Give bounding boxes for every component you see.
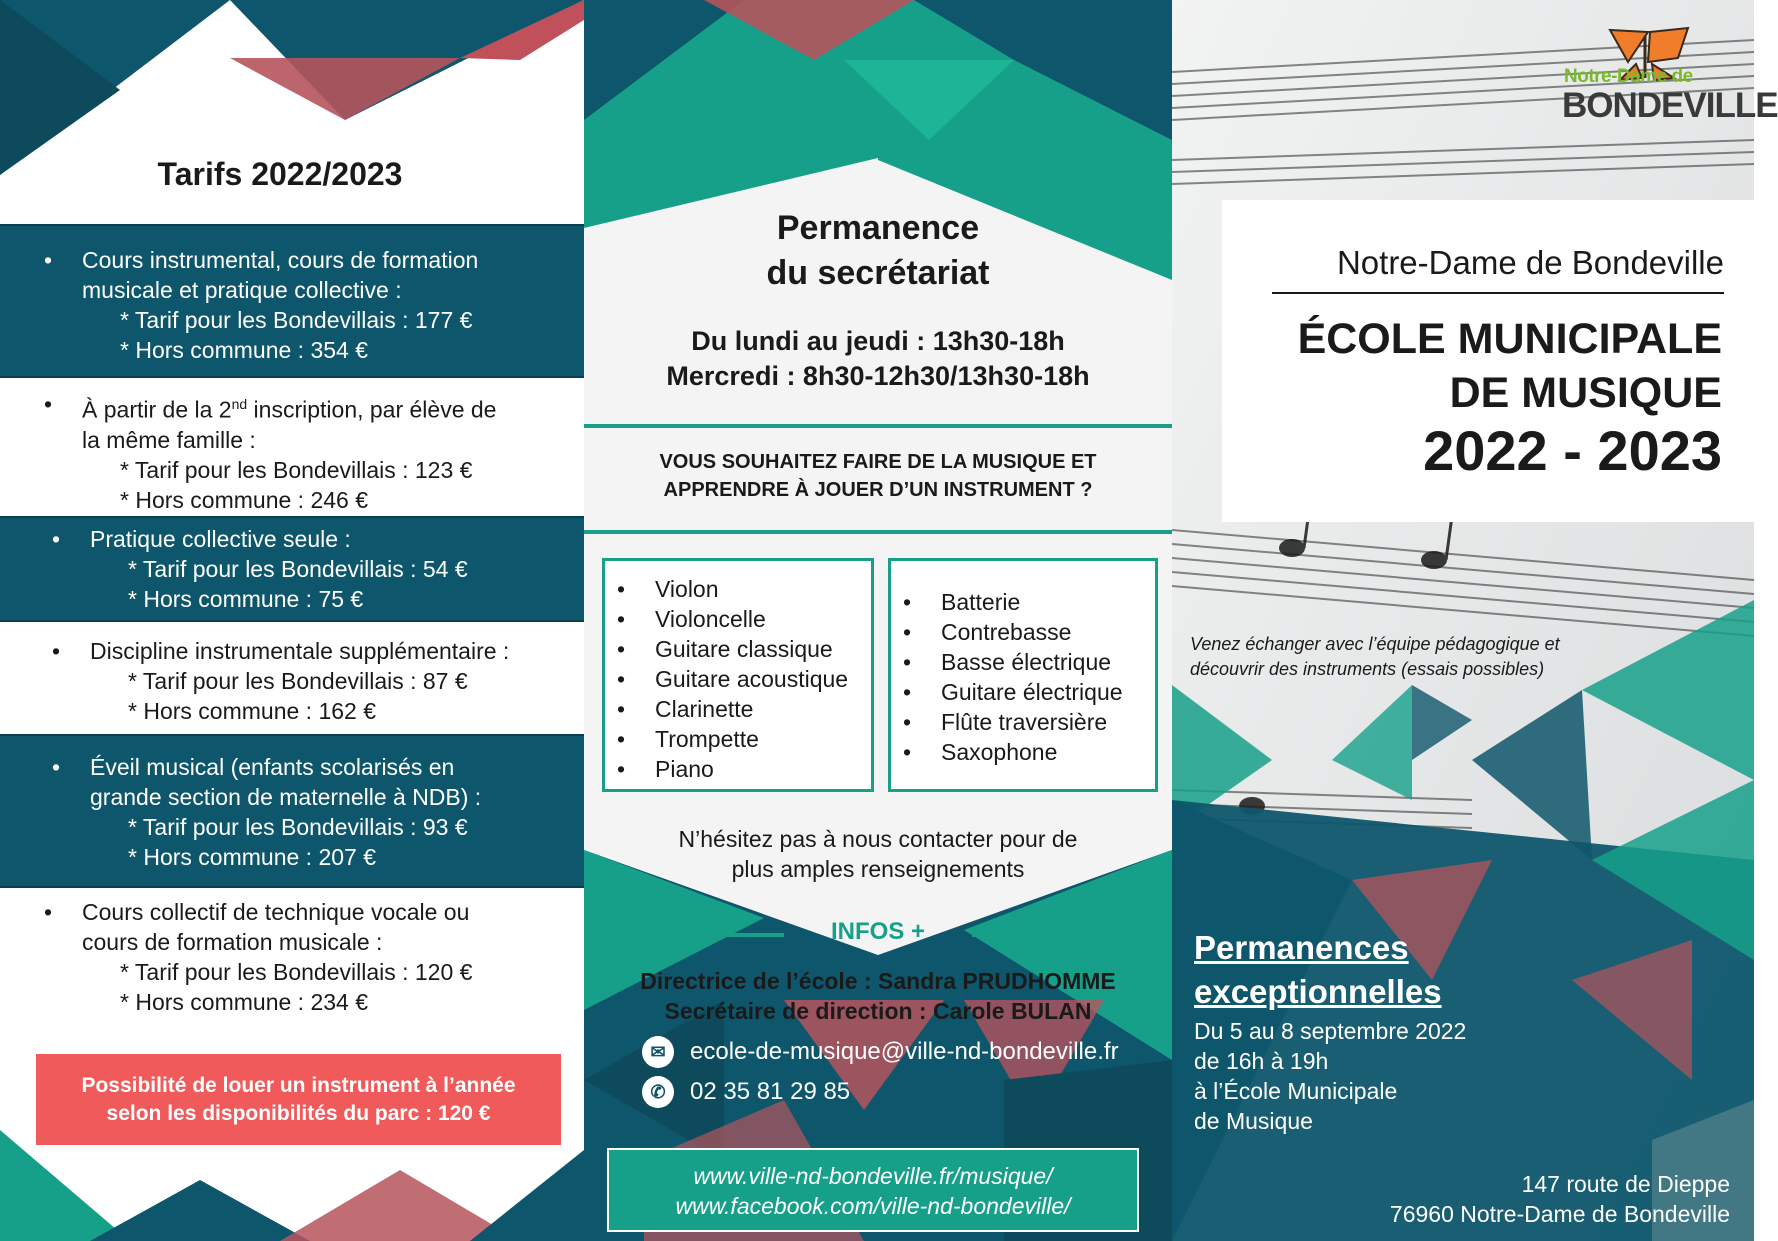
secretariat-title-line: Permanence <box>776 209 980 247</box>
tarif-outside: * Hors commune : 234 € <box>120 989 369 1015</box>
instrument-item: • Violoncelle <box>605 604 871 634</box>
tarif-resident: * Tarif pour les Bondevillais : 87 € <box>128 668 468 694</box>
town-logo <box>1550 22 1778 125</box>
email-link[interactable]: ecole-de-musique@ville-nd-bondeville.fr <box>690 1038 1119 1065</box>
contact-line-text: plus amples renseignements <box>731 856 1025 882</box>
tarif-outside: * Hors commune : 246 € <box>120 486 369 513</box>
cover-panel <box>1172 0 1778 1241</box>
envelope-icon: ✉ <box>642 1036 674 1068</box>
tarif-outside: * Hors commune : 354 € <box>120 337 369 363</box>
tarif-item <box>44 897 473 1017</box>
school-name-line: ÉCOLE MUNICIPALE <box>1297 315 1722 363</box>
instrument-item: • Guitare acoustique <box>605 664 871 694</box>
tarif-item-label: Cours collectif de technique vocale ou <box>82 899 470 925</box>
tarif-item <box>52 524 468 614</box>
tarif-resident: * Tarif pour les Bondevillais : 177 € <box>120 307 473 333</box>
question-heading <box>584 448 1172 504</box>
tarif-outside: * Hors commune : 207 € <box>128 844 377 870</box>
secretary-line: Secrétaire de direction : Carole BULAN <box>664 998 1092 1024</box>
school-name <box>1298 312 1722 420</box>
instrument-list-right <box>888 558 1158 792</box>
exceptional-line: à l’École Municipale <box>1194 1078 1398 1104</box>
tarifs-panel <box>0 0 584 1241</box>
facebook-link[interactable]: www.facebook.com/ville-nd-bondeville/ <box>675 1193 1071 1219</box>
bullet: • <box>52 638 61 664</box>
instrument-item: • Guitare classique <box>605 634 871 664</box>
contact-line-text: N’hésitez pas à nous contacter pour de <box>678 826 1078 852</box>
tarif-item-label: cours de formation musicale : <box>82 929 383 955</box>
tarif-item-label: musicale et pratique collective : <box>82 277 402 303</box>
instrument-item: • Violon <box>605 574 871 604</box>
bullet: • <box>44 391 53 417</box>
question-line: APPRENDRE À JOUER D’UN INSTRUMENT ? <box>663 479 1093 501</box>
rental-line: Possibilité de louer un instrument à l’année <box>81 1074 516 1097</box>
instrument-item: • Clarinette <box>605 694 871 724</box>
tarif-resident: * Tarif pour les Bondevillais : 120 € <box>120 959 473 985</box>
exceptional-line: de Musique <box>1194 1108 1313 1134</box>
tarif-outside: * Hors commune : 162 € <box>128 698 377 724</box>
rental-line: selon les disponibilités du parc : 120 € <box>106 1102 491 1125</box>
infos-label: INFOS + <box>830 918 926 945</box>
tarif-item-label: À partir de la 2nd inscription, par élève de <box>82 396 497 423</box>
divider <box>584 424 1172 428</box>
exceptional-title-line: exceptionnelles <box>1194 973 1442 1010</box>
secretariat-title <box>584 206 1172 296</box>
instrument-item: • Saxophone <box>891 737 1155 767</box>
secretariat-panel <box>584 0 1172 1241</box>
rental-notice <box>36 1054 561 1145</box>
exceptional-title-line: Permanences <box>1194 929 1409 966</box>
tarif-item <box>52 636 510 726</box>
phone-number[interactable]: 02 35 81 29 85 <box>690 1078 851 1105</box>
hours-line: Du lundi au jeudi : 13h30-18h <box>691 326 1065 356</box>
logo-text-top: Notre-Dame de <box>1564 66 1693 87</box>
websites-box <box>607 1148 1139 1232</box>
address <box>1390 1169 1730 1229</box>
invite-line: Venez échanger avec l’équipe pédagogique et <box>1190 634 1560 654</box>
instrument-item: • Piano <box>605 754 871 784</box>
contact-invitation <box>584 824 1172 884</box>
website-link[interactable]: www.ville-nd-bondeville.fr/musique/ <box>693 1163 1053 1189</box>
bullet: • <box>44 899 53 925</box>
address-line: 147 route de Dieppe <box>1521 1171 1730 1197</box>
phone-row <box>642 1076 850 1108</box>
invite-line: découvrir des instruments (essais possibles) <box>1190 659 1545 679</box>
tarif-item <box>52 752 482 872</box>
bullet: • <box>52 754 61 780</box>
bullet: • <box>52 526 61 552</box>
tarif-resident: * Tarif pour les Bondevillais : 93 € <box>128 814 468 840</box>
instrument-item: • Trompette <box>605 724 871 754</box>
tarif-resident: * Tarif pour les Bondevillais : 123 € <box>120 456 473 483</box>
exceptional-hours-title <box>1194 926 1442 1014</box>
divider <box>584 530 1172 534</box>
logo-text-bottom: BONDEVILLE <box>1562 86 1778 125</box>
tarif-item-label: Cours instrumental, cours de formation <box>82 247 479 273</box>
email-row <box>642 1036 1119 1068</box>
exceptional-line: de 16h à 19h <box>1194 1048 1329 1074</box>
tarif-item <box>44 389 497 515</box>
staff-info <box>584 966 1172 1026</box>
secretariat-title-line: du secrétariat <box>766 254 990 292</box>
address-line: 76960 Notre-Dame de Bondeville <box>1389 1201 1730 1227</box>
tarif-outside: * Hors commune : 75 € <box>128 586 364 612</box>
instrument-item: • Basse électrique <box>891 647 1155 677</box>
school-year: 2022 - 2023 <box>1423 419 1722 482</box>
infos-header <box>584 918 1172 952</box>
divider <box>1272 292 1724 294</box>
tarif-item <box>44 245 479 365</box>
tarifs-title: Tarifs 2022/2023 <box>157 156 403 192</box>
tarif-item-label: grande section de maternelle à NDB) : <box>90 784 482 810</box>
tarif-item-label: Discipline instrumentale supplémentaire : <box>90 638 510 664</box>
town-name: Notre-Dame de Bondeville <box>1336 244 1724 281</box>
school-name-line: DE MUSIQUE <box>1449 369 1722 417</box>
bullet: • <box>44 247 53 273</box>
instrument-list-left <box>602 558 874 792</box>
exceptional-hours-details <box>1194 1016 1466 1136</box>
question-line: VOUS SOUHAITEZ FAIRE DE LA MUSIQUE ET <box>659 451 1097 473</box>
instrument-item: • Flûte traversière <box>891 707 1155 737</box>
instrument-item: • Contrebasse <box>891 617 1155 647</box>
invite-text <box>1190 632 1650 682</box>
instrument-item: • Guitare électrique <box>891 677 1155 707</box>
tarif-item-label: Pratique collective seule : <box>90 526 351 552</box>
director-line: Directrice de l’école : Sandra PRUDHOMME <box>640 968 1116 994</box>
tarif-resident: * Tarif pour les Bondevillais : 54 € <box>128 556 468 582</box>
hours-line: Mercredi : 8h30-12h30/13h30-18h <box>666 361 1090 391</box>
title-card <box>1222 200 1754 522</box>
opening-hours <box>584 324 1172 394</box>
tarif-item-label: Éveil musical (enfants scolarisés en <box>90 754 455 780</box>
exceptional-line: Du 5 au 8 septembre 2022 <box>1194 1018 1467 1044</box>
instrument-item: • Batterie <box>891 587 1155 617</box>
phone-icon: ✆ <box>642 1076 674 1108</box>
tarif-item-label: la même famille : <box>82 426 256 453</box>
